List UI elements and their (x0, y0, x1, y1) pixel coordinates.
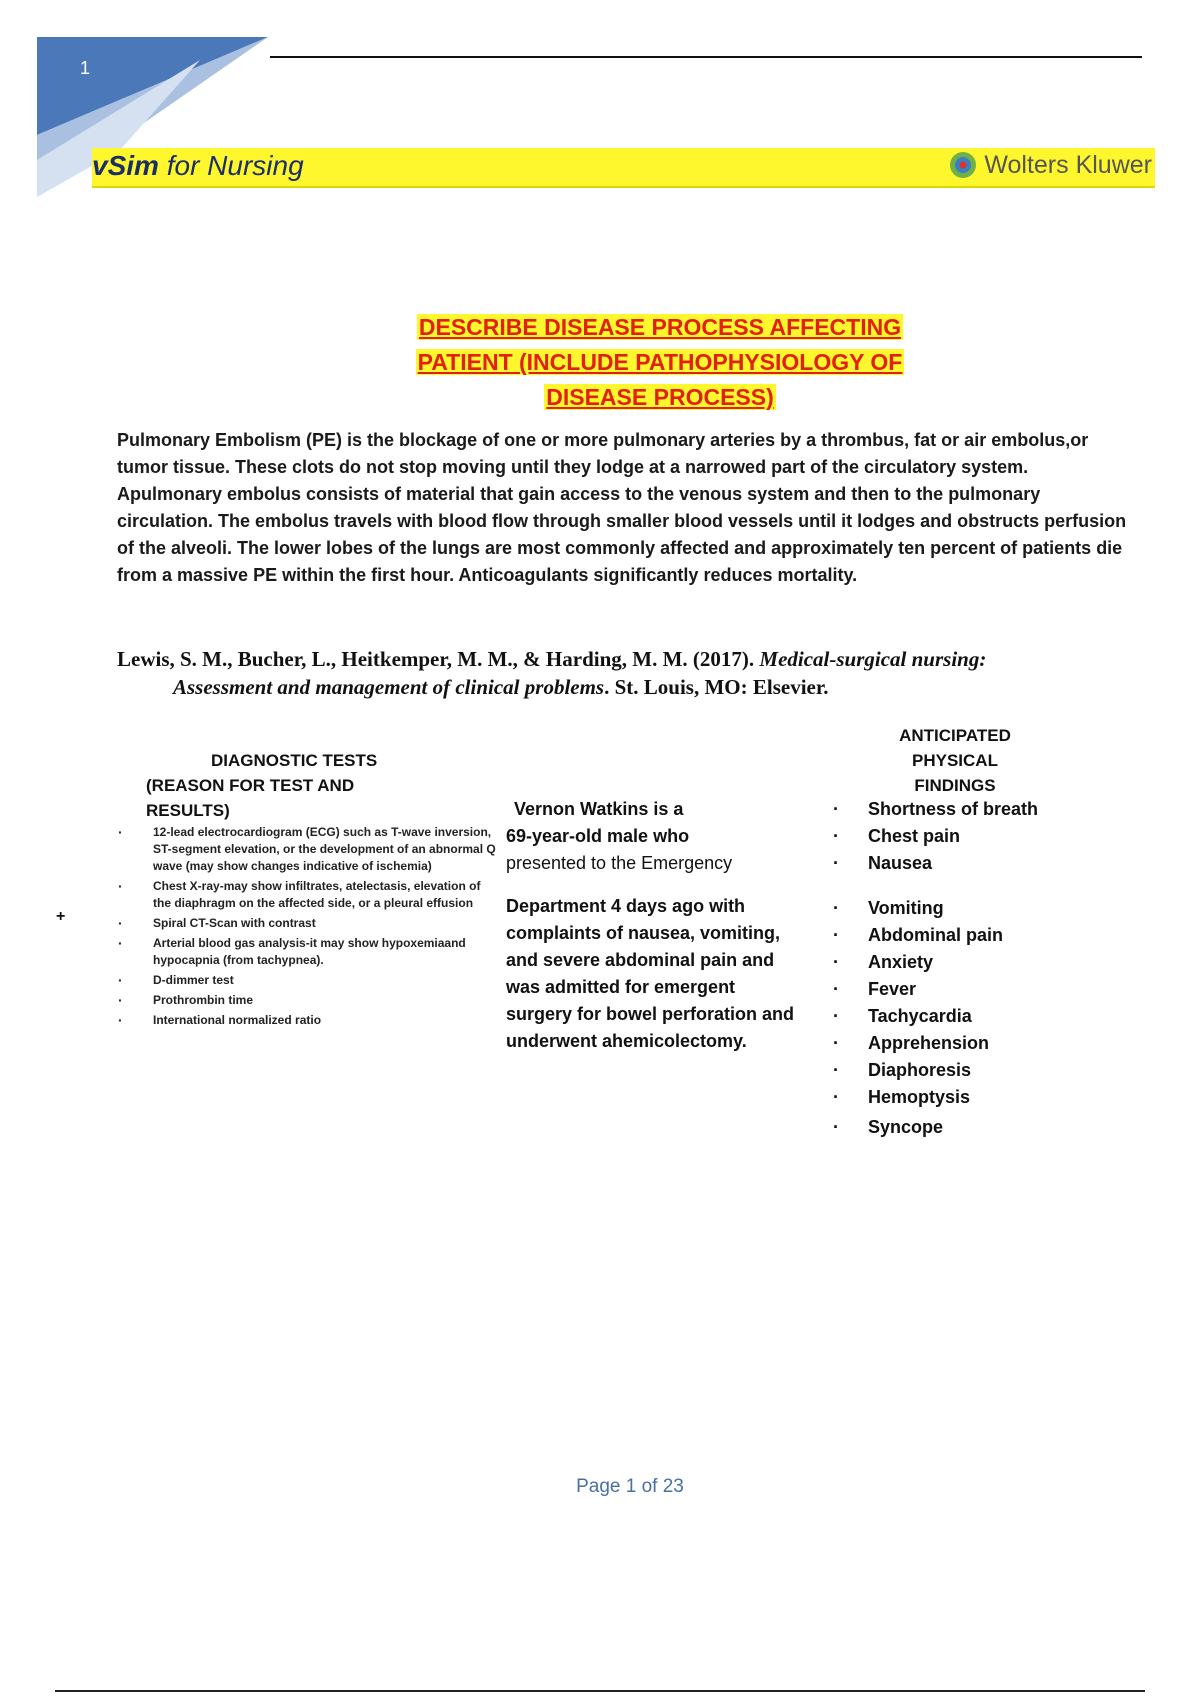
physical-findings-list (833, 796, 1038, 1141)
finding-item: · Hemoptysis (833, 1084, 1038, 1111)
brand-rest: for Nursing (158, 150, 304, 181)
findings-title-line: PHYSICAL (912, 751, 998, 770)
finding-item: · Vomiting (833, 895, 1038, 922)
heading-line: PATIENT (INCLUDE PATHOPHYSIOLOGY OF (417, 349, 903, 375)
patient-line: Vernon Watkins is a (514, 799, 684, 819)
finding-item: · Fever (833, 976, 1038, 1003)
ref-publisher: . St. Louis, MO: Elsevier. (604, 675, 829, 699)
finding-item: · Chest pain (833, 823, 1038, 850)
test-item: · D-dimmer test (116, 972, 496, 989)
test-item: · Arterial blood gas analysis-it may show hypoxemiaand hypocapnia (from tachypnea). (116, 935, 496, 969)
reference-citation (117, 645, 1117, 701)
ref-title-1: Medical-surgical nursing: (759, 647, 987, 671)
footer-rule (55, 1690, 1145, 1692)
patient-line: 69-year-old male who (506, 826, 690, 846)
brand-bold: vSim (92, 150, 159, 181)
findings-title-line: ANTICIPATED (899, 726, 1011, 745)
finding-item: · Anxiety (833, 949, 1038, 976)
vsim-logo (92, 150, 304, 182)
disease-description: Pulmonary Embolism (PE) is the blockage of one or more pulmonary arteries by a thrombus, fat or air embolus,or tumor tissue. These clots do not stop moving until they lodge at a narrowed part of the circulatory system. Apulmonary embolus consists of material that gain access to the venous system and then to the pulmonary circulation. The embolus travels with blood flow through smaller blood vessels until it lodges and obstructs perfusion of the alveoli. The lower lobes of the lungs are most commonly affected and approximately ten percent of patients die from a massive PE within the first hour. Anticoagulants significantly reduces mortality. (117, 430, 1127, 585)
header-rule (270, 56, 1142, 58)
finding-item: · Apprehension (833, 1030, 1038, 1057)
test-item: · 12-lead electrocardiogram (ECG) such as T-wave inversion, ST-segment elevation, or the development of an abnormal Q wave (may show changes indicative of ischemia) (116, 824, 496, 875)
diagnostic-tests-list (116, 824, 496, 1032)
diag-title-line: RESULTS) (146, 801, 230, 820)
heading-line: DESCRIBE DISEASE PROCESS AFFECTING (418, 314, 902, 340)
section-heading (370, 310, 950, 415)
plus-marker: + (56, 908, 66, 925)
corner-page-number: 1 (80, 58, 91, 78)
test-item: · Chest X-ray-may show infiltrates, atelectasis, elevation of the diaphragm on the affected side, or a pleural effusion (116, 878, 496, 912)
patient-summary-body: Department 4 days ago with complaints of nausea, vomiting, and severe abdominal pain and was admitted for emergent surgery for bowel perforation and underwent ahemicolectomy. (506, 896, 795, 1051)
findings-title-line: FINDINGS (914, 776, 996, 795)
heading-line: DISEASE PROCESS) (546, 384, 774, 410)
finding-item: · Tachycardia (833, 1003, 1038, 1030)
ref-authors: Lewis, S. M., Bucher, L., Heitkemper, M. M., & Harding, M. M. (2017). (117, 647, 760, 671)
publisher-logo (948, 150, 1152, 180)
test-item: · Spiral CT-Scan with contrast (116, 915, 496, 932)
test-item: · Prothrombin time (116, 992, 496, 1009)
test-item: · International normalized ratio (116, 1012, 496, 1029)
finding-item: · Shortness of breath (833, 796, 1038, 823)
finding-item: · Abdominal pain (833, 922, 1038, 949)
finding-item: · Nausea (833, 850, 1038, 877)
physical-findings-title (890, 723, 1020, 798)
diagnostic-tests-title (146, 748, 377, 823)
patient-summary-intro (506, 796, 796, 877)
page-count: Page 1 of 23 (576, 1476, 684, 1497)
patient-line: presented to the Emergency (506, 853, 733, 873)
finding-item: · Diaphoresis (833, 1057, 1038, 1084)
diag-title-line: (REASON FOR TEST AND (146, 776, 355, 795)
page-footer (0, 1476, 1200, 1498)
ref-title-2: Assessment and management of clinical problems (173, 675, 605, 699)
finding-item: · Syncope (833, 1114, 1038, 1141)
diag-title-line: DIAGNOSTIC TESTS (211, 751, 378, 770)
wolters-kluwer-icon (948, 150, 978, 180)
publisher-name: Wolters Kluwer (984, 150, 1152, 179)
